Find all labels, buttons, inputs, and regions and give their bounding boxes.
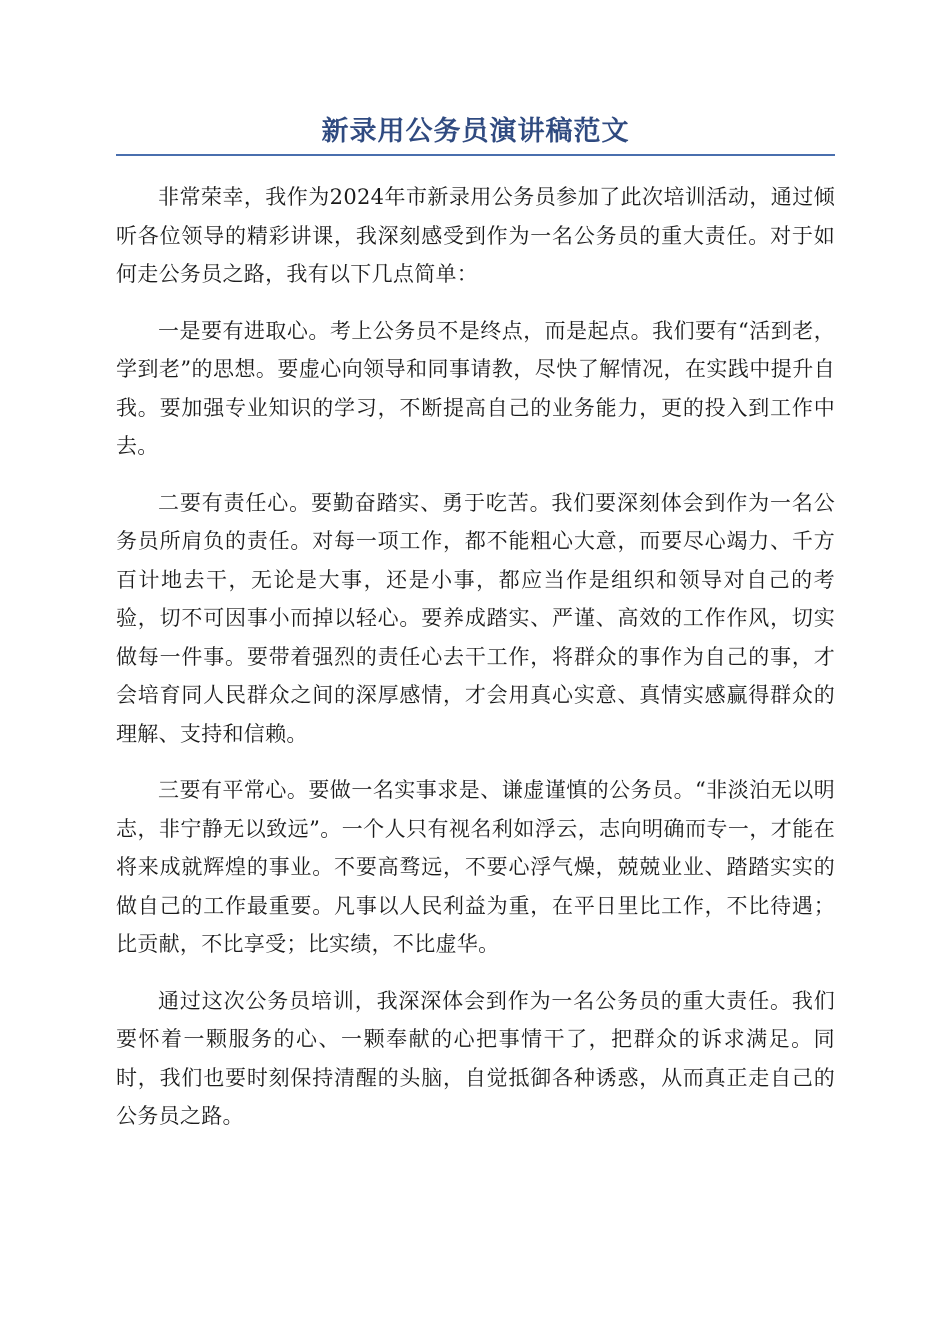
paragraph-point-one: 一是要有进取心。考上公务员不是终点，而是起点。我们要有“活到老，学到老”的思想。要虚心向领导和同事请教，尽快了解情况，在实践中提升自我。要加强专业知识的学习，不断提高自己的业务能力，更的投入到工作中去。	[116, 318, 835, 458]
paragraph-point-two: 二要有责任心。要勤奋踏实、勇于吃苦。我们要深刻体会到作为一名公务员所肩负的责任。对每一项工作，都不能粗心大意，而要尽心竭力、千方百计地去干，无论是大事，还是小事，都应当作是组织和领导对自己的考验，切不可因事小而掉以轻心。要养成踏实、严谨、高效的工作作风，切实做每一件事。要带着强烈的责任心去干工作，将群众的事作为自己的事，才会培育同人民群众之间的深厚感情，才会用真心实意、真情实感赢得群众的理解、支持和信赖。	[116, 490, 835, 746]
document-title: 新录用公务员演讲稿范文	[321, 116, 630, 147]
title-underline	[116, 154, 835, 156]
paragraph-intro: 非常荣幸，我作为2024年市新录用公务员参加了此次培训活动，通过倾听各位领导的精彩讲课，我深刻感受到作为一名公务员的重大责任。对于如何走公务员之路，我有以下几点简单：	[116, 185, 835, 286]
paragraph-point-three: 三要有平常心。要做一名实事求是、谦虚谨慎的公务员。“非淡泊无以明志，非宁静无以致远”。一个人只有视名利如浮云，志向明确而专一，才能在将来成就辉煌的事业。不要高骛远，不要心浮气燥，兢兢业业、踏踏实实的做自己的工作最重要。凡事以人民利益为重，在平日里比工作，不比待遇；比贡献，不比享受；比实绩，不比虚华。	[116, 778, 835, 956]
document-page	[116, 112, 835, 1154]
paragraph-conclusion: 通过这次公务员培训，我深深体会到作为一名公务员的重大责任。我们要怀着一颗服务的心、一颗奉献的心把事情干了，把群众的诉求满足。同时，我们也要时刻保持清醒的头脑，自觉抵御各种诱惑，从而真正走自己的公务员之路。	[116, 988, 835, 1128]
